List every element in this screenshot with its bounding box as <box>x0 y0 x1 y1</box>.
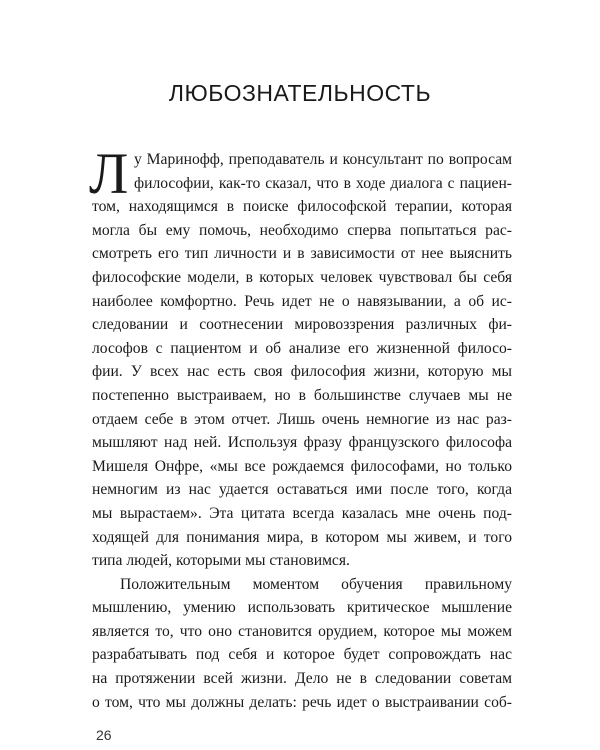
text-line: типа людей, которыми мы становимся. <box>92 552 350 570</box>
body-text <box>89 141 512 714</box>
text-line: наиболее комфортно. Речь идет не о навязывании, а об ис- <box>92 292 512 310</box>
text-line: философские модели, в которых человек чувствовал бы себя <box>92 268 512 286</box>
text-line: у Маринофф, преподаватель и консультант по вопросам <box>134 151 512 168</box>
drop-cap: Л <box>89 141 129 206</box>
text-line: на протяжении всей жизни. Дело не в следовании советам <box>92 670 512 688</box>
text-line: смотреть его тип личности и в зависимости от нее выяснить <box>92 245 512 263</box>
text-line: ходящей для понимания мира, в котором мы живем, и того <box>92 528 512 546</box>
text-line: Положительным моментом обучения правильному <box>120 575 512 593</box>
text-line: отдаем себе в этом отчет. Лишь очень немногие из нас раз- <box>92 410 512 428</box>
text-line: следовании и соотнесении мировоззрения различных фи- <box>92 316 512 334</box>
text-line: могла бы ему помочь, необходимо сперва попытаться рас- <box>92 221 512 239</box>
text-line: о том, что мы должны делать: речь идет о выстраивании соб- <box>92 693 512 711</box>
text-line: фии. У всех нас есть своя философия жизни, которую мы <box>92 363 512 381</box>
text-line: мы вырастаем». Эта цитата всегда казалась мне очень под- <box>92 504 512 522</box>
text-line: мышляют над ней. Используя фразу французского философа <box>92 434 512 452</box>
text-line: философии, как-то сказал, что в ходе диалога с пациен- <box>134 174 512 192</box>
page-number: 26 <box>96 727 112 743</box>
text-line: лософов с пациентом и об анализе его жизненной филосо- <box>92 339 512 357</box>
chapter-title: ЛЮБОЗНАТЕЛЬНОСТЬ <box>168 80 432 106</box>
text-line: является то, что оно становится орудием, которое мы можем <box>92 622 512 640</box>
text-line: немногим из нас удается оставаться ими после того, когда <box>92 481 512 499</box>
text-line: разрабатывать под себя и которое будет сопровождать нас <box>92 646 512 664</box>
text-line: мышлению, умению использовать критическое мышление <box>92 599 512 617</box>
text-line: Мишеля Онфре, «мы все рождаемся философами, но только <box>92 457 512 475</box>
text-line: том, находящимся в поиске философской терапии, которая <box>92 198 512 216</box>
text-line: постепенно выстраиваем, но в большинстве случаев мы не <box>92 386 512 404</box>
